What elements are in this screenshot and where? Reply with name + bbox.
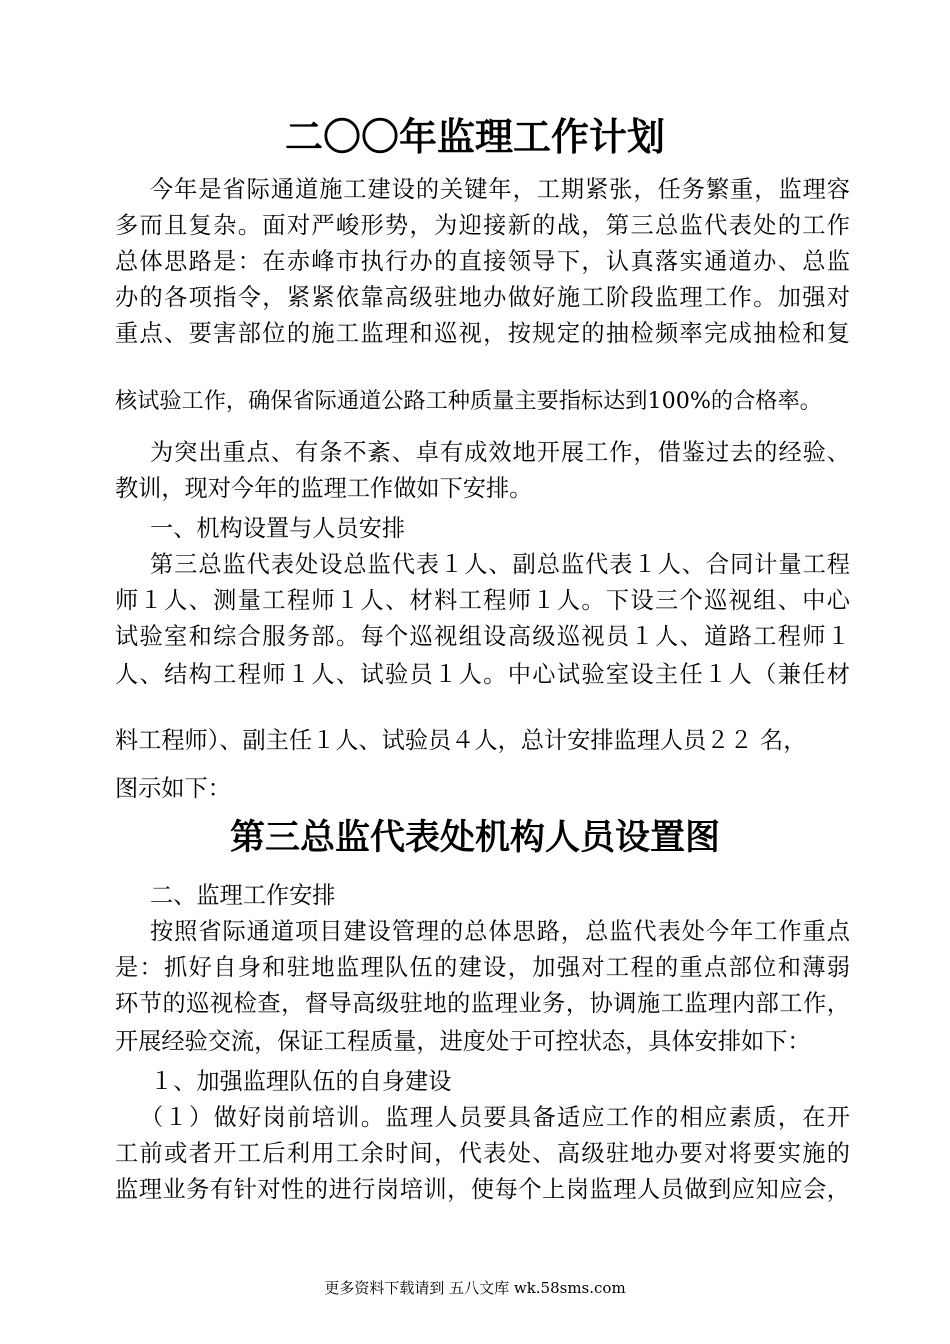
section-heading: 一、机构设置与人员安排 bbox=[150, 515, 406, 542]
intro-line: 办的各项指令，紧紧依靠高级驻地办做好施工阶段监理工作。加强对 bbox=[115, 284, 850, 311]
intro-line: 重点、要害部位的施工监理和巡视，按规定的抽检频率完成抽检和复 bbox=[115, 320, 850, 347]
paragraph-line: 教训，现对今年的监理工作做如下安排。 bbox=[115, 475, 533, 502]
footer-text: 更多资料下载请到 五八文库 wk.58sms.com bbox=[324, 1279, 626, 1297]
section2-line: 开展经验交流，保证工程质量，进度处于可控状态，具体安排如下： bbox=[115, 1028, 811, 1055]
item-heading: １、加强监理队伍的自身建设 bbox=[150, 1068, 452, 1095]
intro-line: 总体思路是：在赤峰市执行办的直接领导下，认真落实通道办、总监 bbox=[115, 248, 850, 275]
section2-line: 是：抓好自身和驻地监理队伍的建设，加强对工程的重点部位和薄弱 bbox=[115, 954, 850, 981]
item1-line: 监理业务有针对性的进行岗培训，使每个上岗监理人员做到应知应会， bbox=[115, 1176, 850, 1203]
section1-line: 图示如下： bbox=[115, 775, 231, 802]
section1-line: 料工程师）、副主任１人、试验员４人，总计安排监理人员２２ 名， bbox=[115, 727, 807, 754]
section2-line: 环节的巡视检查，督导高级驻地的监理业务，协调施工监理内部工作， bbox=[115, 990, 850, 1017]
intro-line: 多而且复杂。面对严峻形势，为迎接新的战，第三总监代表处的工作 bbox=[115, 212, 850, 239]
intro-line: 今年是省际通道施工建设的关键年，工期紧张，任务繁重，监理容 bbox=[150, 176, 850, 203]
section1-line: 人、结构工程师１人、试验员１人。中心试验室设主任１人（兼任材 bbox=[115, 661, 850, 688]
section2-line: 按照省际通道项目建设管理的总体思路，总监代表处今年工作重点 bbox=[150, 918, 850, 945]
chart-heading: 第三总监代表处机构人员设置图 bbox=[229, 817, 720, 858]
paragraph-line: 为突出重点、有条不紊、卓有成效地开展工作，借鉴过去的经验、 bbox=[150, 439, 850, 466]
item1-line: 工前或者开工后利用工余时间，代表处、高级驻地办要对将要实施的 bbox=[115, 1140, 850, 1167]
section1-line: 第三总监代表处设总监代表１人、副总监代表１人、合同计量工程 bbox=[150, 551, 850, 578]
intro-line: 核试验工作，确保省际通道公路工种质量主要指标达到100%的合格率。 bbox=[115, 388, 822, 414]
item1-line: （１）做好岗前培训。监理人员要具备适应工作的相应素质，在开 bbox=[140, 1104, 850, 1131]
section1-line: 师１人、测量工程师１人、材料工程师１人。下设三个巡视组、中心 bbox=[115, 587, 850, 614]
section1-line: 试验室和综合服务部。每个巡视组设高级巡视员１人、道路工程师１ bbox=[115, 623, 850, 650]
page-title: 二〇〇年监理工作计划 bbox=[284, 114, 665, 159]
section-heading: 二、监理工作安排 bbox=[150, 882, 336, 909]
